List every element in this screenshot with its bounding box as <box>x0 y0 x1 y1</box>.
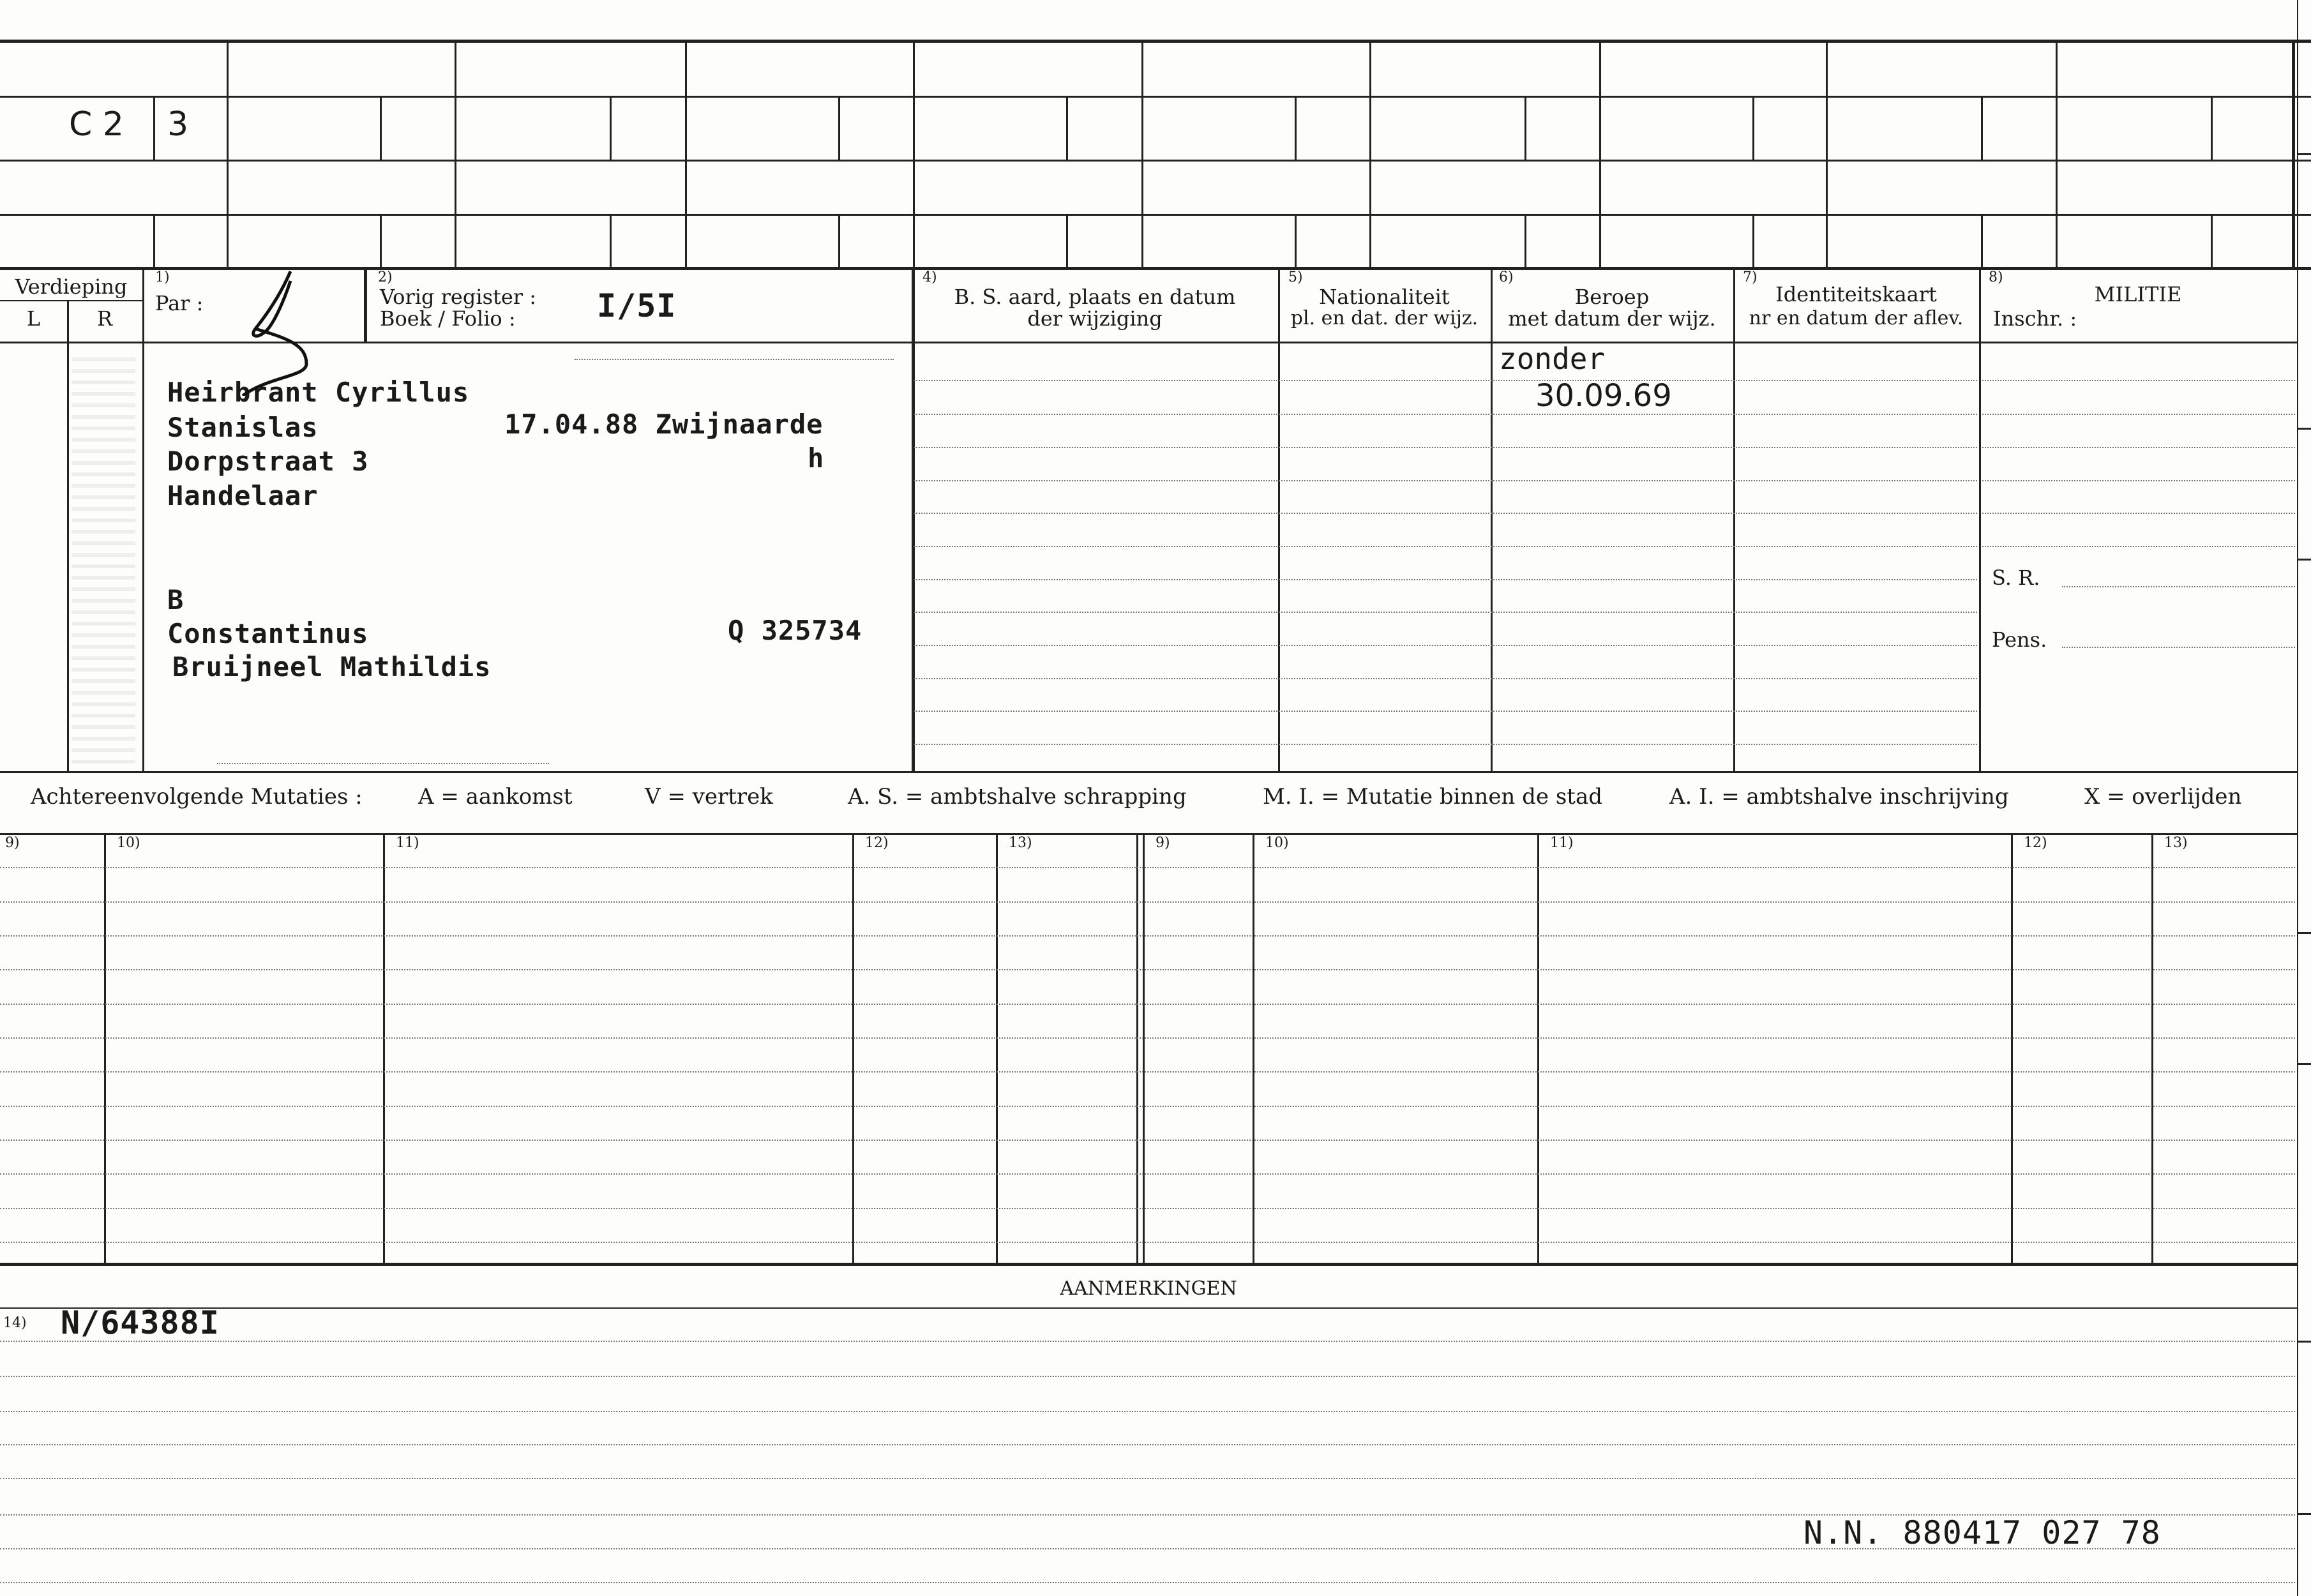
person-birth: 17.04.88 Zwijnaarde <box>504 409 824 440</box>
mut-right-col10: 10) <box>1265 835 1289 851</box>
col7-line2: nr en datum der aflev. <box>1749 307 1964 329</box>
col1-label: Par : <box>155 291 204 315</box>
legend-v: V = vertrek <box>645 784 773 809</box>
mut-left-col12: 12) <box>865 835 889 851</box>
col4-num: 4) <box>922 269 937 285</box>
beroep-date: 30.09.69 <box>1535 378 1672 414</box>
col8-num: 8) <box>1989 269 2003 285</box>
col1-num: 1) <box>155 269 170 285</box>
remarks-title: AANMERKINGEN <box>1060 1277 1237 1300</box>
mut-right-col11: 11) <box>1550 835 1574 851</box>
col5-line1: Nationaliteit <box>1319 285 1450 309</box>
col2-line1: Vorig register : <box>380 285 537 309</box>
register-code-number: 3 <box>167 105 189 144</box>
mut-right-col9: 9) <box>1156 835 1170 851</box>
legend-mi: M. I. = Mutatie binnen de stad <box>1263 784 1602 809</box>
remarks-value: N/64388I <box>61 1304 220 1341</box>
legend-as: A. S. = ambtshalve schrapping <box>848 784 1187 809</box>
person-address: Dorpstraat 3 <box>167 446 369 477</box>
legend-title: Achtereenvolgende Mutaties : <box>31 784 363 809</box>
register-code-letters: C 2 <box>69 105 124 144</box>
col2-num: 2) <box>378 269 393 285</box>
person-line7: Bruijneel Mathildis <box>172 651 492 682</box>
col5-num: 5) <box>1288 269 1303 285</box>
remarks-num: 14) <box>3 1315 27 1331</box>
beroep-value: zonder <box>1499 342 1606 376</box>
mut-right-col12: 12) <box>2024 835 2047 851</box>
militie-title: MILITIE <box>2094 282 2182 306</box>
previous-register-value: I/5I <box>597 287 677 324</box>
col7-line1: Identiteitskaart <box>1775 282 1937 306</box>
legend-x: X = overlijden <box>2084 784 2242 809</box>
person-ref: Q 325734 <box>728 615 862 646</box>
col7-num: 7) <box>1743 269 1758 285</box>
person-name-line1: Heirbrant Cyrillus <box>167 377 470 408</box>
col4-line1: B. S. aard, plaats en datum <box>954 285 1236 309</box>
person-mark: h <box>808 442 825 474</box>
legend-ai: A. I. = ambtshalve inschrijving <box>1669 784 2009 809</box>
col2-line2: Boek / Folio : <box>380 306 516 331</box>
mut-left-col11: 11) <box>396 835 419 851</box>
verdieping-title: Verdieping <box>15 275 128 299</box>
mut-left-col13: 13) <box>1009 835 1032 851</box>
mut-left-col10: 10) <box>117 835 140 851</box>
person-line6: Constantinus <box>167 618 369 649</box>
person-name-line2: Stanislas <box>167 412 319 443</box>
person-line5: B <box>167 584 184 615</box>
col6-num: 6) <box>1499 269 1514 285</box>
col4-line2: der wijziging <box>1027 306 1163 331</box>
militie-sr: S. R. <box>1992 566 2040 590</box>
legend-a: A = aankomst <box>418 784 573 809</box>
militie-pens: Pens. <box>1992 628 2047 652</box>
col6-line2: met datum der wijz. <box>1508 306 1716 331</box>
person-occupation: Handelaar <box>167 480 319 511</box>
mut-left-col9: 9) <box>5 835 20 851</box>
mut-right-col13: 13) <box>2164 835 2188 851</box>
col6-line1: Beroep <box>1574 285 1650 309</box>
verdieping-left: L <box>26 306 41 331</box>
national-number: N.N. 880417 027 78 <box>1803 1514 2161 1551</box>
militie-inschr: Inschr. : <box>1993 306 2077 331</box>
scan-noise-band <box>72 358 135 766</box>
par-handwritten-mark <box>230 268 358 396</box>
col5-line2: pl. en dat. der wijz. <box>1290 307 1479 329</box>
verdieping-right: R <box>96 306 113 331</box>
